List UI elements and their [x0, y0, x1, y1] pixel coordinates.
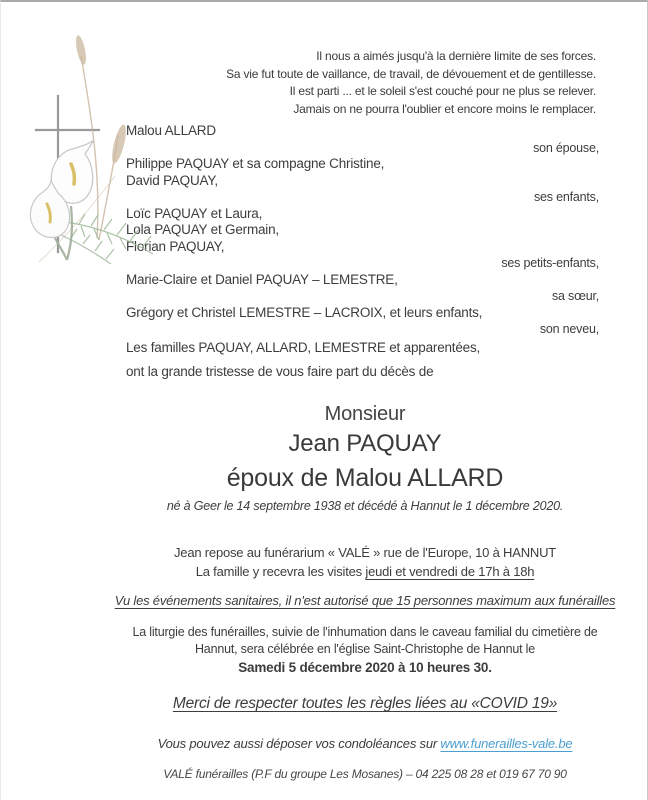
visitation-block: [1, 543, 647, 581]
relation-label: ses petits-enfants,: [501, 256, 599, 270]
visits-line: [83, 562, 647, 581]
condolences-link[interactable]: www.funerailles-vale.be: [440, 736, 573, 751]
covid-notice: [1, 692, 647, 716]
family-member-line: Loïc PAQUAY et Laura,: [126, 205, 263, 221]
family-member-line: Florian PAQUAY,: [126, 238, 225, 254]
relation-label: son épouse,: [533, 140, 599, 155]
deceased-life-dates: né à Geer le 14 septembre 1938 et décédé à Hannut le 1 décembre 2020.: [166, 498, 564, 513]
family-member-line: Grégory et Christel LEMESTRE – LACROIX, et leurs enfants,: [126, 304, 483, 320]
family-member-line: David PAQUAY,: [126, 172, 218, 188]
funerarium-line: Jean repose au funérarium « VALÉ » rue de l'Europe, 10 à HANNUT: [173, 544, 557, 560]
relation-label: son neveu,: [539, 322, 599, 336]
funeral-home-footer: VALÉ funérailles (P.F du groupe Les Mosanes) – 04 225 08 28 et 019 67 70 90: [163, 767, 567, 781]
condolences-line: [1, 734, 647, 754]
deceased-block: [1, 401, 647, 517]
visits-schedule: jeudi et vendredi de 17h à 18h: [365, 563, 535, 579]
deceased-spouse-line: époux de Malou ALLARD: [226, 463, 504, 492]
family-member-line: Philippe PAQUAY et sa compagne Christine,: [126, 156, 385, 171]
relation-label: ses enfants,: [533, 190, 599, 204]
ceremony-block: [1, 624, 647, 677]
sanitary-notice-text: Vu les événements sanitaires, il n'est autorisé que 15 personnes maximum aux funérailles: [114, 592, 616, 608]
family-member-line: Lola PAQUAY et Germain,: [126, 222, 279, 237]
family-member-line: Malou ALLARD: [126, 123, 216, 138]
covid-notice-text: Merci de respecter toutes les règles liées au «COVID 19»: [172, 695, 558, 712]
announcement-line: ont la grande tristesse de vous faire part du décès de: [126, 364, 434, 379]
poem-line: Il est parti ... et le soleil s'est couché pour ne plus se relever.: [289, 84, 596, 98]
relation-label: sa sœur,: [551, 289, 599, 303]
poem-line: Sa vie fut toute de vaillance, de travail, de dévouement et de gentillesse.: [226, 66, 596, 81]
condolences-prefix: Vous pouvez aussi déposer vos condoléances sur: [157, 736, 437, 751]
ceremony-date: Samedi 5 décembre 2020 à 10 heures 30.: [238, 659, 492, 675]
family-member-line: Marie-Claire et Daniel PAQUAY – LEMESTRE,: [126, 271, 398, 287]
sanitary-notice: [1, 591, 647, 610]
cross-and-lilies-illustration: [9, 24, 159, 264]
family-member-line: Les familles PAQUAY, ALLARD, LEMESTRE et apparentées,: [126, 339, 481, 355]
poem-line: Il nous a aimés jusqu'à la dernière limite de ses forces.: [316, 49, 596, 63]
ceremony-line: Hannut, sera célébrée en l'église Saint-Christophe de Hannut le: [194, 642, 535, 656]
deceased-name: Jean PAQUAY: [288, 429, 442, 457]
poem-line: Jamais on ne pourra l'oublier et encore moins le remplacer.: [293, 101, 596, 116]
calla-lily-icon: [30, 140, 94, 238]
ceremony-line: La liturgie des funérailles, suivie de l'inhumation dans le caveau familial du cimetière de: [132, 624, 598, 639]
visits-prefix: La famille y recevra les visites: [195, 563, 362, 579]
deceased-title: Monsieur: [324, 402, 406, 425]
